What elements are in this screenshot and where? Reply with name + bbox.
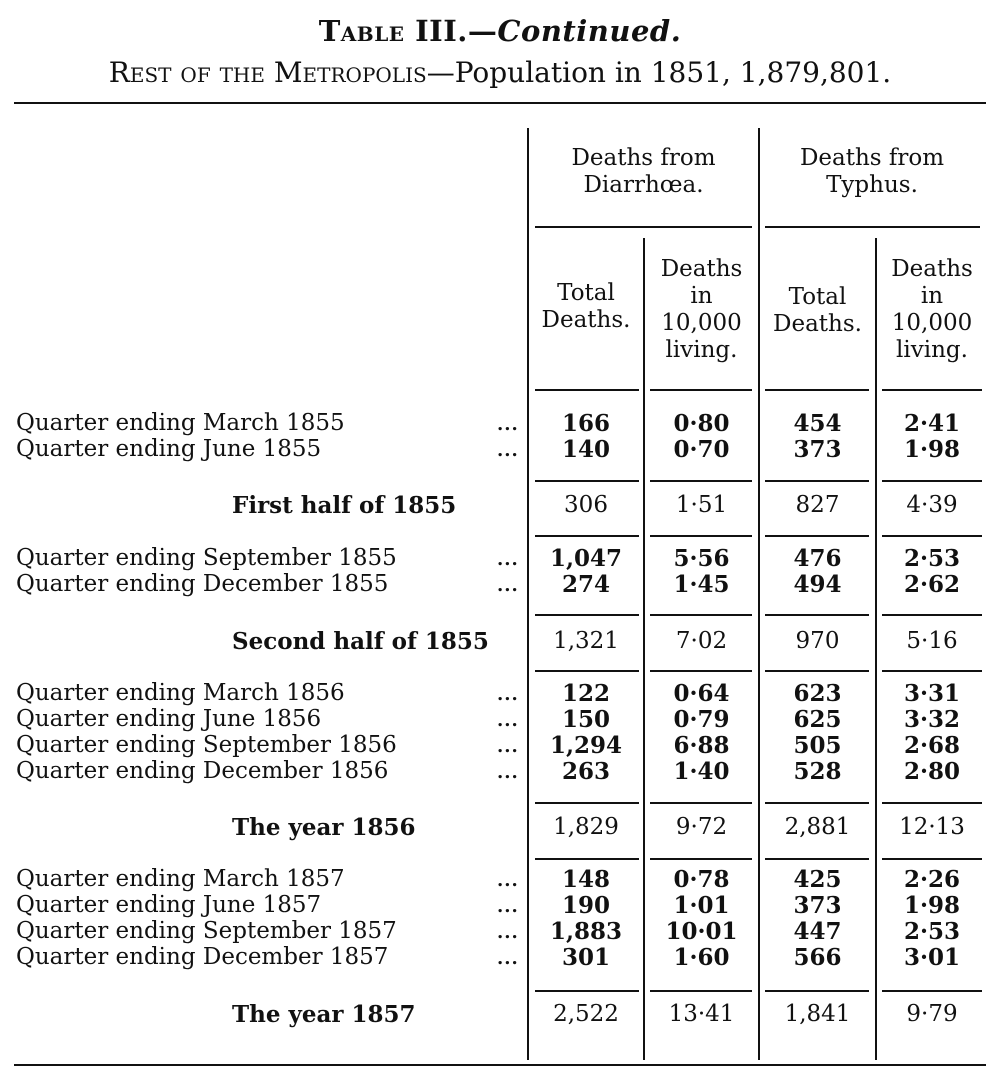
section-rule — [650, 389, 752, 391]
value-cell: 13·41 — [668, 1001, 735, 1027]
value-cell: 2·62 — [903, 571, 961, 598]
quarter-row-label: Quarter ending September 1855 — [16, 545, 397, 571]
value-cell: 0·64 — [673, 680, 730, 707]
value-cell: 1·60 — [673, 944, 730, 971]
value-cell: 263 — [561, 758, 610, 785]
header-line: Total — [557, 280, 615, 306]
quarter-row-label: Quarter ending June 1856 — [16, 706, 322, 732]
section-rule — [765, 802, 869, 804]
leader-dots: ... — [497, 710, 519, 731]
section-rule — [765, 990, 869, 992]
diarrhoea-rate-header — [645, 256, 758, 364]
value-cell: 5·56 — [673, 545, 730, 572]
section-rule — [765, 670, 869, 672]
section-rule — [650, 990, 752, 992]
table-title — [0, 14, 1000, 48]
table-title-prefix: Table III.— — [318, 14, 498, 48]
diarrhoea-group-header — [531, 145, 756, 199]
table-subtitle — [0, 56, 1000, 89]
subtotal-row-label: Second half of 1855 — [232, 628, 489, 655]
leader-dots: ... — [497, 549, 519, 570]
quarter-row-label: Quarter ending March 1856 — [16, 680, 345, 706]
section-rule — [535, 670, 639, 672]
value-cell: 190 — [561, 892, 610, 919]
value-cell: 447 — [793, 918, 842, 945]
bottom-rule — [14, 1064, 986, 1066]
section-rule — [765, 614, 869, 616]
section-rule — [535, 535, 639, 537]
value-cell: 528 — [793, 758, 842, 785]
value-cell: 1,321 — [553, 628, 619, 654]
section-rule — [882, 802, 982, 804]
quarter-row-label: Quarter ending March 1857 — [16, 866, 345, 892]
section-rule — [765, 858, 869, 860]
header-line: 10,000 — [891, 310, 973, 336]
section-rule — [765, 480, 869, 482]
subtotal-row-label: First half of 1855 — [232, 492, 457, 519]
subtitle-population: —Population in 1851, 1,879,801. — [426, 56, 892, 89]
leader-dots: ... — [497, 414, 519, 435]
section-rule — [882, 670, 982, 672]
diarrhoea-total-deaths-header — [529, 280, 643, 334]
subtotal-row-label: The year 1857 — [232, 1001, 416, 1028]
section-rule — [535, 990, 639, 992]
header-line: 10,000 — [661, 310, 742, 336]
typhus-rate-header — [877, 256, 987, 364]
header-line: Deaths. — [541, 307, 631, 333]
value-cell: 373 — [793, 892, 842, 919]
value-cell: 1,047 — [549, 545, 623, 572]
value-cell: 1,294 — [549, 732, 623, 759]
value-cell: 0·80 — [673, 410, 730, 437]
value-cell: 425 — [793, 866, 842, 893]
value-cell: 0·79 — [673, 706, 730, 733]
header-line: Total — [788, 284, 847, 310]
section-rule — [765, 389, 869, 391]
section-rule — [650, 480, 752, 482]
section-rule — [650, 858, 752, 860]
value-cell: 122 — [561, 680, 610, 707]
value-cell: 166 — [561, 410, 610, 437]
value-cell: 2,881 — [784, 814, 851, 840]
section-rule — [650, 670, 752, 672]
section-rule — [535, 389, 639, 391]
value-cell: 623 — [793, 680, 842, 707]
value-cell: 970 — [795, 628, 840, 654]
section-rule — [882, 480, 982, 482]
value-cell: 9·79 — [906, 1001, 958, 1027]
value-cell: 827 — [795, 492, 840, 518]
leader-dots: ... — [497, 684, 519, 705]
table-title-continued: Continued. — [497, 14, 682, 48]
header-line: Deaths from — [571, 145, 716, 171]
header-line: Deaths — [660, 256, 743, 282]
value-cell: 625 — [793, 706, 842, 733]
value-cell: 5·16 — [906, 628, 958, 654]
leader-dots: ... — [497, 922, 519, 943]
group-header-rule — [765, 226, 980, 228]
subtitle-area: Rest of the Metropolis — [108, 56, 427, 89]
quarter-row-label: Quarter ending March 1855 — [16, 410, 345, 436]
section-rule — [535, 480, 639, 482]
value-cell: 2·41 — [903, 410, 961, 437]
group-header-rule — [535, 226, 752, 228]
value-cell: 150 — [561, 706, 610, 733]
quarter-row-label: Quarter ending December 1857 — [16, 944, 389, 970]
subtotal-row-label: The year 1856 — [232, 814, 416, 841]
value-cell: 7·02 — [675, 628, 728, 654]
quarter-row-label: Quarter ending June 1855 — [16, 436, 322, 462]
section-rule — [535, 802, 639, 804]
value-cell: 3·32 — [903, 706, 961, 733]
header-line: living. — [896, 337, 968, 363]
value-cell: 6·88 — [673, 732, 730, 759]
typhus-total-deaths-header — [760, 284, 875, 338]
leader-dots: ... — [497, 736, 519, 757]
value-cell: 2,522 — [553, 1001, 619, 1027]
value-cell: 2·26 — [903, 866, 961, 893]
value-cell: 1·45 — [673, 571, 730, 598]
value-cell: 494 — [793, 571, 842, 598]
section-rule — [882, 389, 982, 391]
section-rule — [882, 614, 982, 616]
value-cell: 3·31 — [903, 680, 961, 707]
header-line: Diarrhœa. — [583, 172, 704, 198]
value-cell: 566 — [793, 944, 842, 971]
top-rule — [14, 102, 986, 104]
header-line: Deaths — [891, 256, 973, 282]
section-rule — [535, 858, 639, 860]
value-cell: 476 — [793, 545, 842, 572]
value-cell: 1·01 — [673, 892, 730, 919]
leader-dots: ... — [497, 575, 519, 596]
header-line: Typhus. — [826, 172, 918, 198]
value-cell: 1·40 — [673, 758, 730, 785]
quarter-row-label: Quarter ending September 1856 — [16, 732, 397, 758]
section-rule — [882, 858, 982, 860]
leader-dots: ... — [497, 870, 519, 891]
value-cell: 9·72 — [675, 814, 728, 840]
value-cell: 1·98 — [903, 892, 961, 919]
value-cell: 4·39 — [906, 492, 958, 518]
value-cell: 1·98 — [903, 436, 961, 463]
value-cell: 0·70 — [673, 436, 730, 463]
section-rule — [650, 614, 752, 616]
value-cell: 2·80 — [903, 758, 961, 785]
header-line: living. — [665, 337, 738, 363]
value-cell: 1·51 — [675, 492, 728, 518]
header-line: Deaths. — [773, 311, 862, 337]
value-cell: 505 — [793, 732, 842, 759]
value-cell: 373 — [793, 436, 842, 463]
section-rule — [882, 990, 982, 992]
value-cell: 1,829 — [553, 814, 619, 840]
quarter-row-label: Quarter ending September 1857 — [16, 918, 397, 944]
value-cell: 1,883 — [549, 918, 623, 945]
section-rule — [535, 614, 639, 616]
value-cell: 148 — [561, 866, 610, 893]
value-cell: 1,841 — [784, 1001, 851, 1027]
value-cell: 10·01 — [665, 918, 738, 945]
section-rule — [650, 535, 752, 537]
leader-dots: ... — [497, 948, 519, 969]
section-rule — [650, 802, 752, 804]
header-line: Deaths from — [799, 145, 945, 171]
section-rule — [765, 535, 869, 537]
value-cell: 274 — [561, 571, 610, 598]
leader-dots: ... — [497, 762, 519, 783]
value-cell: 140 — [561, 436, 610, 463]
value-cell: 12·13 — [899, 814, 965, 840]
typhus-group-header — [761, 145, 983, 199]
value-cell: 454 — [793, 410, 842, 437]
leader-dots: ... — [497, 440, 519, 461]
value-cell: 3·01 — [903, 944, 961, 971]
quarter-row-label: Quarter ending June 1857 — [16, 892, 322, 918]
value-cell: 0·78 — [673, 866, 730, 893]
quarter-row-label: Quarter ending December 1855 — [16, 571, 389, 597]
header-line: in — [690, 283, 713, 309]
value-cell: 2·53 — [903, 545, 961, 572]
header-line: in — [920, 283, 944, 309]
value-cell: 2·53 — [903, 918, 961, 945]
value-cell: 301 — [561, 944, 610, 971]
quarter-row-label: Quarter ending December 1856 — [16, 758, 389, 784]
section-rule — [882, 535, 982, 537]
value-cell: 2·68 — [903, 732, 961, 759]
leader-dots: ... — [497, 896, 519, 917]
value-cell: 306 — [564, 492, 608, 518]
